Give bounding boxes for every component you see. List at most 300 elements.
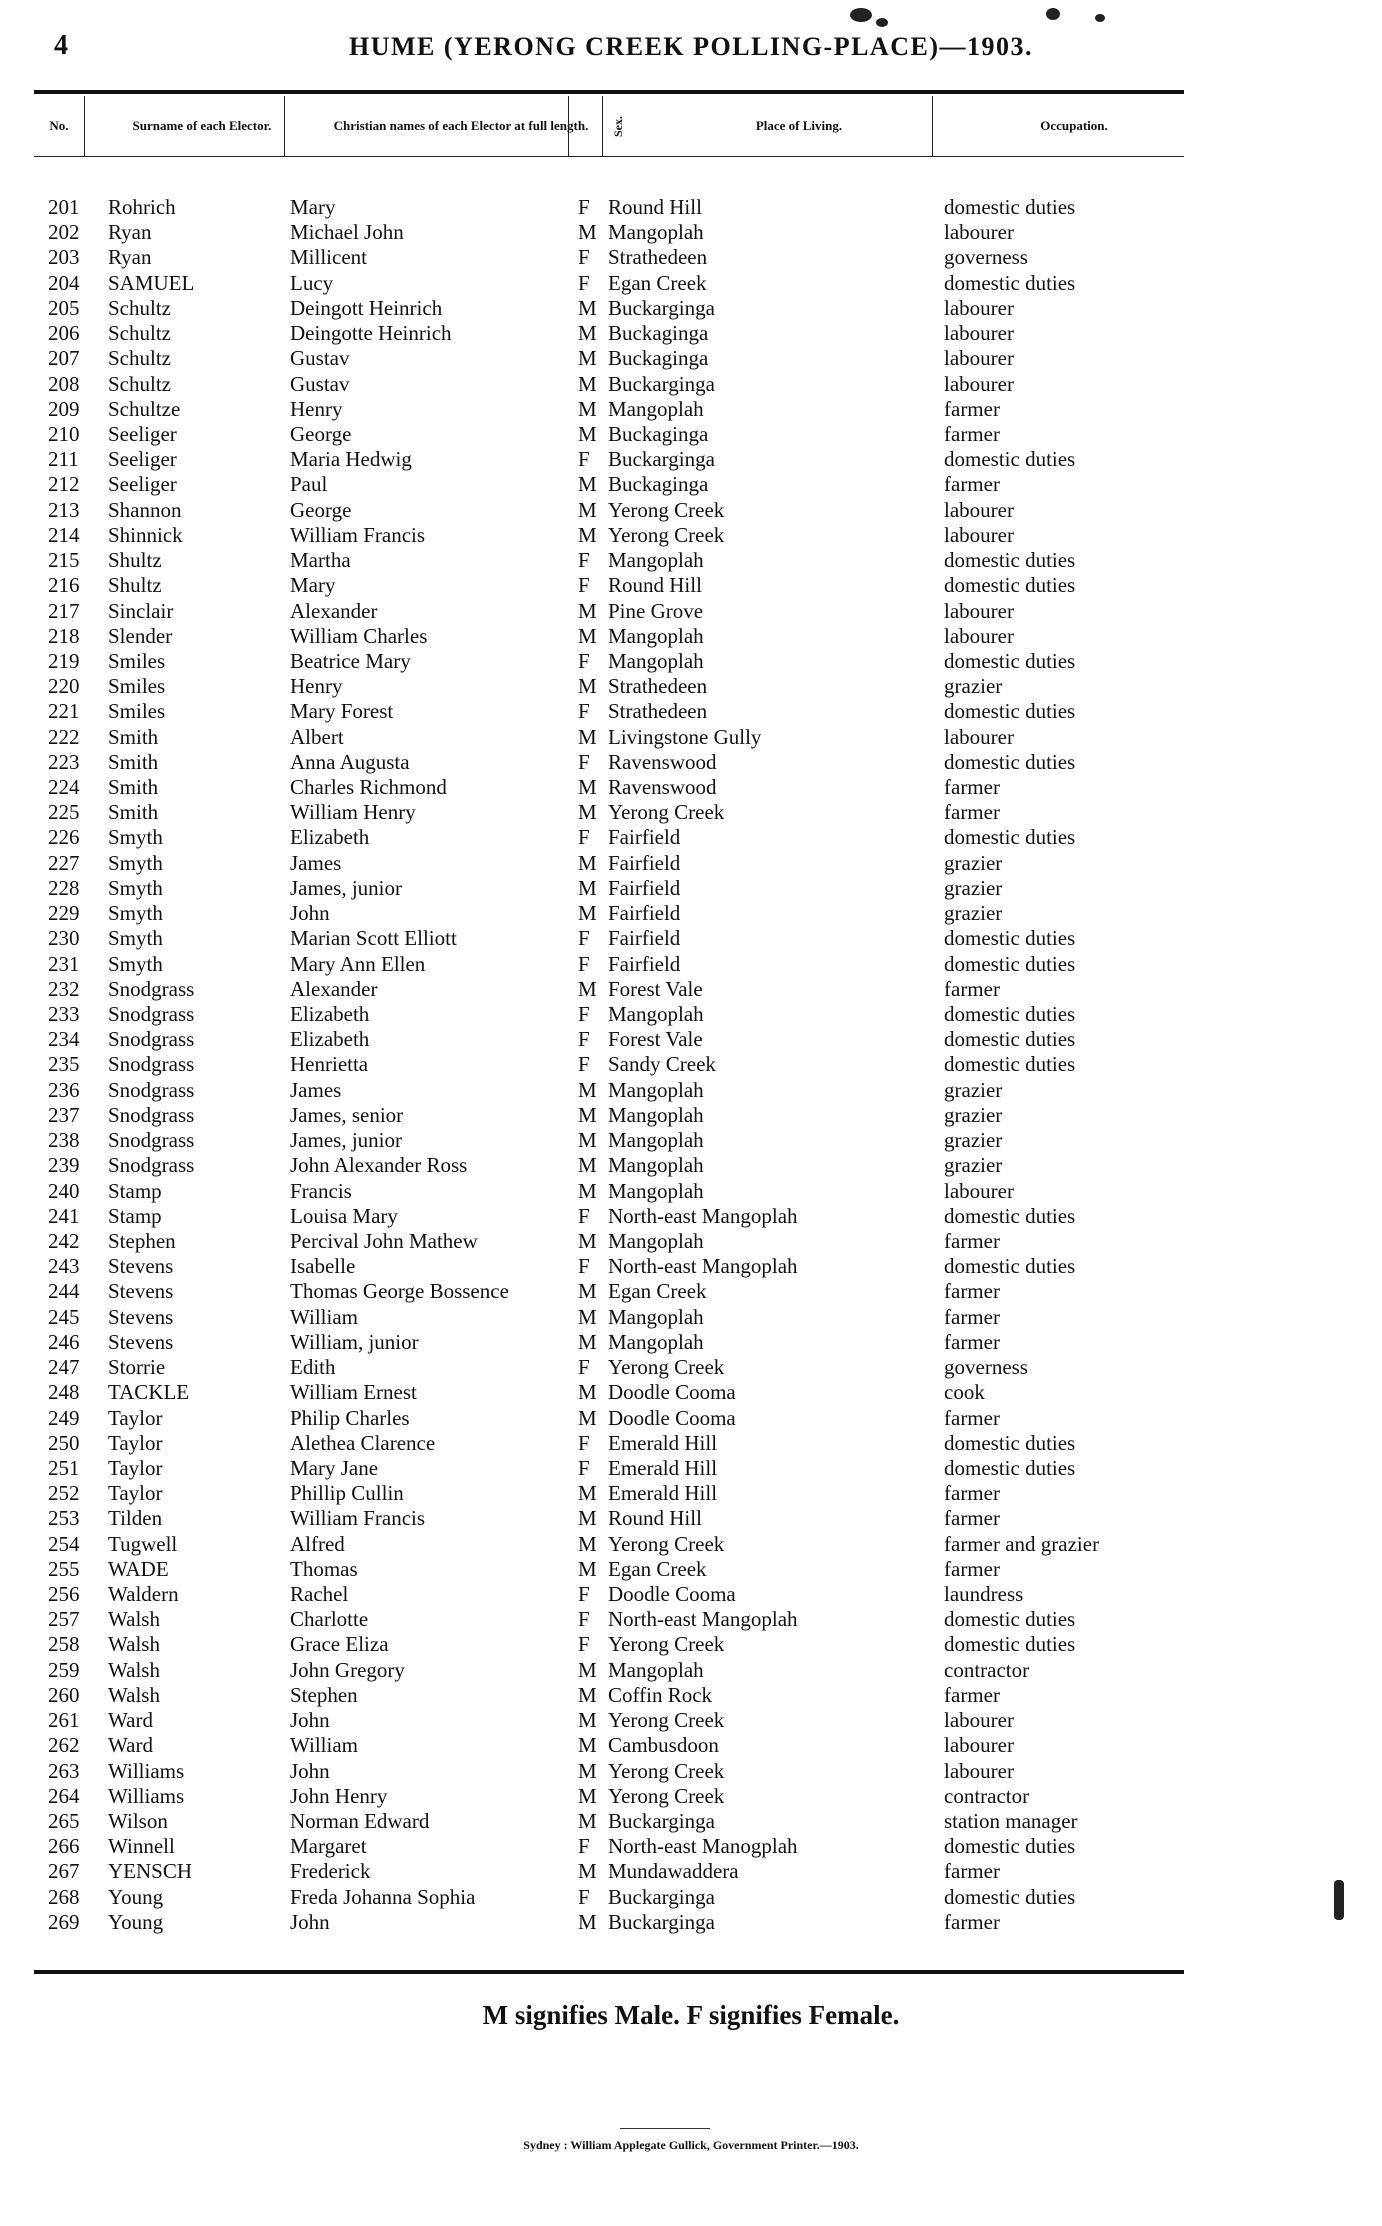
elector-sex: M — [578, 1178, 597, 1203]
elector-christian-names: Maria Hedwig — [290, 447, 412, 472]
elector-place: Doodle Cooma — [608, 1405, 736, 1430]
elector-place: Buckaginga — [608, 421, 709, 446]
elector-number: 226 — [48, 825, 80, 850]
elector-sex: M — [578, 522, 597, 547]
elector-occupation: labourer — [944, 1758, 1014, 1783]
elector-sex: F — [578, 270, 590, 295]
table-row — [0, 1406, 1382, 1431]
elector-place: Forest Vale — [608, 976, 703, 1001]
elector-surname: Young — [108, 1884, 164, 1909]
elector-number: 223 — [48, 749, 80, 774]
elector-sex: F — [578, 447, 590, 472]
elector-occupation: domestic duties — [944, 1203, 1076, 1228]
elector-surname: Waldern — [108, 1582, 179, 1607]
elector-surname: Smith — [108, 724, 159, 749]
elector-place: Forest Vale — [608, 1027, 703, 1052]
elector-number: 235 — [48, 1052, 80, 1077]
elector-surname: Schultz — [108, 346, 171, 371]
elector-christian-names: Gustav — [290, 371, 350, 396]
elector-place: Emerald Hill — [608, 1481, 718, 1506]
elector-sex: M — [578, 1657, 597, 1682]
elector-occupation: grazier — [944, 1153, 1003, 1178]
elector-place: Buckarginga — [608, 447, 715, 472]
elector-christian-names: Freda Johanna Sophia — [290, 1884, 476, 1909]
elector-sex: F — [578, 1607, 590, 1632]
table-row — [0, 1708, 1382, 1733]
elector-sex: M — [578, 875, 597, 900]
elector-number: 220 — [48, 674, 80, 699]
elector-number: 217 — [48, 598, 80, 623]
column-header-christian: Christian names of each Elector at full length. — [333, 118, 589, 133]
elector-christian-names: Rachel — [290, 1582, 349, 1607]
table-row — [0, 447, 1382, 472]
elector-sex: M — [578, 295, 597, 320]
elector-surname: Schultz — [108, 371, 171, 396]
elector-place: Doodle Cooma — [608, 1582, 736, 1607]
elector-christian-names: John Gregory — [290, 1657, 405, 1682]
elector-occupation: domestic duties — [944, 548, 1076, 573]
table-row — [0, 321, 1382, 346]
printer-imprint: Sydney : William Applegate Gullick, Government Printer.—1903. — [523, 2138, 859, 2152]
elector-place: Mangoplah — [608, 548, 704, 573]
elector-number: 218 — [48, 623, 80, 648]
elector-number: 239 — [48, 1153, 80, 1178]
elector-christian-names: Mary — [290, 573, 336, 598]
elector-sex: M — [578, 346, 597, 371]
elector-occupation: contractor — [944, 1783, 1030, 1808]
elector-number: 203 — [48, 245, 80, 270]
elector-surname: Young — [108, 1909, 164, 1934]
elector-sex: F — [578, 1884, 590, 1909]
elector-surname: Shinnick — [108, 522, 183, 547]
elector-christian-names: Edith — [290, 1355, 336, 1380]
table-row — [0, 1279, 1382, 1304]
elector-occupation: domestic duties — [944, 195, 1076, 219]
elector-surname: Snodgrass — [108, 1002, 195, 1026]
elector-christian-names: Millicent — [290, 245, 367, 270]
elector-place: Yerong Creek — [608, 1758, 725, 1783]
elector-christian-names: John — [290, 1909, 330, 1934]
footer-rule — [620, 2128, 710, 2129]
elector-christian-names: Norman Edward — [290, 1809, 430, 1833]
table-row — [0, 1456, 1382, 1481]
elector-surname: Walsh — [108, 1657, 160, 1682]
table-row — [0, 1179, 1382, 1204]
elector-sex: M — [578, 396, 597, 421]
table-row — [0, 1582, 1382, 1607]
elector-sex: M — [578, 1405, 597, 1430]
elector-christian-names: John Henry — [290, 1783, 388, 1808]
elector-christian-names: William — [290, 1733, 358, 1758]
elector-occupation: labourer — [944, 295, 1014, 320]
elector-surname: Stevens — [108, 1279, 174, 1304]
elector-christian-names: James, junior — [290, 875, 402, 900]
elector-sex: M — [578, 1682, 597, 1707]
table-row — [0, 1153, 1382, 1178]
elector-christian-names: Stephen — [290, 1682, 358, 1707]
elector-occupation: grazier — [944, 674, 1003, 699]
elector-sex: M — [578, 1783, 597, 1808]
elector-surname: Walsh — [108, 1607, 160, 1632]
elector-occupation: labourer — [944, 522, 1014, 547]
elector-surname: Shultz — [108, 573, 162, 598]
elector-number: 228 — [48, 875, 80, 900]
elector-sex: M — [578, 1279, 597, 1304]
elector-occupation: grazier — [944, 875, 1003, 900]
elector-place: Emerald Hill — [608, 1455, 718, 1480]
elector-christian-names: Paul — [290, 472, 328, 497]
elector-christian-names: William, junior — [290, 1329, 419, 1354]
elector-number: 242 — [48, 1228, 80, 1253]
elector-sex: M — [578, 1909, 597, 1934]
table-row — [0, 1557, 1382, 1582]
elector-number: 250 — [48, 1430, 80, 1455]
elector-christian-names: Albert — [290, 724, 344, 749]
elector-occupation: labourer — [944, 497, 1014, 522]
column-header-no: No. — [49, 118, 69, 133]
table-row — [0, 1910, 1382, 1935]
table-row — [0, 1809, 1382, 1834]
elector-sex: M — [578, 674, 597, 699]
elector-number: 219 — [48, 648, 80, 673]
elector-occupation: governess — [944, 245, 1028, 270]
elector-number: 265 — [48, 1809, 80, 1833]
elector-occupation: farmer — [944, 976, 1000, 1001]
elector-christian-names: Elizabeth — [290, 825, 370, 850]
elector-christian-names: Isabelle — [290, 1254, 356, 1279]
elector-sex: M — [578, 321, 597, 346]
elector-sex: M — [578, 371, 597, 396]
elector-occupation: farmer — [944, 1682, 1000, 1707]
elector-occupation: farmer — [944, 1506, 1000, 1531]
elector-number: 234 — [48, 1027, 80, 1052]
column-header-place: Place of Living. — [755, 118, 843, 133]
elector-number: 244 — [48, 1279, 80, 1304]
elector-occupation: domestic duties — [944, 1027, 1076, 1052]
elector-place: Buckarginga — [608, 1884, 715, 1909]
table-row — [0, 800, 1382, 825]
elector-place: Mangoplah — [608, 396, 704, 421]
elector-number: 254 — [48, 1531, 80, 1556]
elector-occupation: labourer — [944, 623, 1014, 648]
table-row — [0, 901, 1382, 926]
elector-christian-names: Henrietta — [290, 1052, 369, 1077]
table-row — [0, 1859, 1382, 1884]
elector-christian-names: Mary Forest — [290, 699, 394, 724]
elector-christian-names: William Henry — [290, 800, 416, 825]
elector-occupation: farmer — [944, 472, 1000, 497]
elector-surname: Ward — [108, 1708, 153, 1733]
elector-place: Mangoplah — [608, 648, 704, 673]
elector-number: 208 — [48, 371, 80, 396]
elector-surname: Shultz — [108, 548, 162, 573]
table-row — [0, 498, 1382, 523]
elector-surname: YENSCH — [108, 1859, 193, 1884]
table-row — [0, 1431, 1382, 1456]
elector-place: Yerong Creek — [608, 1783, 725, 1808]
elector-place: Strathedeen — [608, 674, 708, 699]
elector-place: Emerald Hill — [608, 1430, 718, 1455]
elector-sex: M — [578, 598, 597, 623]
elector-place: North-east Mangoplah — [608, 1607, 798, 1632]
elector-christian-names: James — [290, 1077, 342, 1102]
table-row — [0, 1784, 1382, 1809]
table-row — [0, 397, 1382, 422]
elector-christian-names: Michael John — [290, 220, 404, 245]
elector-occupation: domestic duties — [944, 699, 1076, 724]
elector-occupation: governess — [944, 1355, 1028, 1380]
elector-number: 236 — [48, 1077, 80, 1102]
elector-sex: M — [578, 1228, 597, 1253]
elector-number: 258 — [48, 1632, 80, 1657]
table-row — [0, 952, 1382, 977]
elector-number: 257 — [48, 1607, 80, 1632]
elector-number: 266 — [48, 1834, 80, 1859]
table-row — [0, 775, 1382, 800]
elector-number: 206 — [48, 321, 80, 346]
elector-occupation: labourer — [944, 371, 1014, 396]
elector-christian-names: Deingotte Heinrich — [290, 321, 452, 346]
table-row — [0, 1632, 1382, 1657]
elector-number: 212 — [48, 472, 80, 497]
elector-christian-names: Mary Jane — [290, 1455, 379, 1480]
elector-place: Buckarginga — [608, 1809, 715, 1833]
table-row — [0, 1103, 1382, 1128]
scan-speck — [850, 8, 872, 22]
table-row — [0, 1481, 1382, 1506]
table-row — [0, 977, 1382, 1002]
elector-place: Sandy Creek — [608, 1052, 716, 1077]
table-row — [0, 548, 1382, 573]
column-divider — [932, 96, 933, 156]
elector-christian-names: William — [290, 1304, 358, 1329]
elector-sex: M — [578, 1859, 597, 1884]
elector-place: Buckarginga — [608, 371, 715, 396]
elector-surname: SAMUEL — [108, 270, 195, 295]
elector-occupation: farmer — [944, 1279, 1000, 1304]
elector-number: 209 — [48, 396, 80, 421]
elector-surname: Smyth — [108, 926, 163, 951]
elector-christian-names: William Francis — [290, 1506, 426, 1531]
elector-surname: Schultz — [108, 321, 171, 346]
column-header-row — [34, 96, 1184, 156]
elector-occupation: grazier — [944, 850, 1003, 875]
elector-sex: M — [578, 623, 597, 648]
elector-sex: F — [578, 245, 590, 270]
elector-place: Coffin Rock — [608, 1682, 713, 1707]
elector-place: Strathedeen — [608, 245, 708, 270]
elector-christian-names: Gustav — [290, 346, 350, 371]
table-row — [0, 1355, 1382, 1380]
elector-sex: M — [578, 497, 597, 522]
elector-surname: Snodgrass — [108, 1102, 195, 1127]
table-row — [0, 1607, 1382, 1632]
elector-sex: M — [578, 1481, 597, 1506]
elector-surname: Stevens — [108, 1329, 174, 1354]
elector-surname: Stevens — [108, 1304, 174, 1329]
elector-christian-names: Louisa Mary — [290, 1203, 398, 1228]
elector-number: 251 — [48, 1455, 80, 1480]
elector-place: Mangoplah — [608, 1102, 704, 1127]
table-row — [0, 1834, 1382, 1859]
elector-surname: Williams — [108, 1783, 185, 1808]
elector-sex: M — [578, 901, 597, 926]
elector-number: 267 — [48, 1859, 80, 1884]
elector-place: Mangoplah — [608, 1329, 704, 1354]
elector-number: 210 — [48, 421, 80, 446]
elector-occupation: domestic duties — [944, 270, 1076, 295]
elector-number: 252 — [48, 1481, 80, 1506]
elector-surname: Slender — [108, 623, 173, 648]
elector-number: 255 — [48, 1556, 80, 1581]
table-row — [0, 1305, 1382, 1330]
elector-sex: F — [578, 926, 590, 951]
elector-sex: F — [578, 1002, 590, 1026]
elector-christian-names: Philip Charles — [290, 1405, 410, 1430]
elector-surname: Walsh — [108, 1632, 160, 1657]
elector-surname: Seeliger — [108, 472, 177, 497]
elector-number: 259 — [48, 1657, 80, 1682]
table-row — [0, 1002, 1382, 1027]
elector-sex: M — [578, 1102, 597, 1127]
elector-occupation: farmer — [944, 775, 1000, 800]
elector-sex: F — [578, 195, 590, 219]
elector-sex: M — [578, 1733, 597, 1758]
elector-occupation: domestic duties — [944, 1884, 1076, 1909]
elector-surname: Smith — [108, 775, 159, 800]
elector-surname: Winnell — [108, 1834, 175, 1859]
elector-place: Strathedeen — [608, 699, 708, 724]
elector-occupation: labourer — [944, 724, 1014, 749]
elector-occupation: labourer — [944, 1708, 1014, 1733]
elector-sex: M — [578, 1329, 597, 1354]
elector-number: 204 — [48, 270, 80, 295]
table-row — [0, 1052, 1382, 1077]
elector-occupation: labourer — [944, 598, 1014, 623]
elector-table — [0, 195, 1382, 1935]
elector-sex: F — [578, 1430, 590, 1455]
page-number: 4 — [54, 30, 68, 61]
elector-place: Fairfield — [608, 901, 681, 926]
page-title: HUME (YERONG CREEK POLLING-PLACE)—1903. — [349, 32, 1033, 61]
elector-christian-names: Mary Ann Ellen — [290, 951, 426, 976]
elector-surname: Sinclair — [108, 598, 174, 623]
elector-place: Buckaginga — [608, 472, 709, 497]
elector-occupation: farmer — [944, 1481, 1000, 1506]
elector-place: Buckarginga — [608, 295, 715, 320]
elector-christian-names: William Charles — [290, 623, 428, 648]
elector-sex: M — [578, 472, 597, 497]
elector-number: 243 — [48, 1254, 80, 1279]
elector-christian-names: Beatrice Mary — [290, 648, 411, 673]
elector-christian-names: Elizabeth — [290, 1027, 370, 1052]
table-row — [0, 750, 1382, 775]
elector-sex: F — [578, 648, 590, 673]
elector-place: Fairfield — [608, 951, 681, 976]
elector-number: 214 — [48, 522, 80, 547]
table-row — [0, 220, 1382, 245]
elector-surname: Snodgrass — [108, 1153, 195, 1178]
elector-surname: Storrie — [108, 1355, 166, 1380]
elector-surname: Ryan — [108, 245, 152, 270]
elector-occupation: domestic duties — [944, 749, 1076, 774]
elector-surname: Ryan — [108, 220, 152, 245]
elector-christian-names: Henry — [290, 674, 343, 699]
elector-christian-names: Alexander — [290, 598, 378, 623]
elector-number: 249 — [48, 1405, 80, 1430]
elector-sex: F — [578, 1203, 590, 1228]
elector-christian-names: Anna Augusta — [290, 749, 410, 774]
elector-occupation: farmer — [944, 1405, 1000, 1430]
elector-number: 237 — [48, 1102, 80, 1127]
elector-occupation: domestic duties — [944, 648, 1076, 673]
elector-occupation: farmer — [944, 1909, 1000, 1934]
elector-place: North-east Mangoplah — [608, 1203, 798, 1228]
elector-christian-names: Percival John Mathew — [290, 1228, 478, 1253]
elector-place: Cambusdoon — [608, 1733, 719, 1758]
elector-number: 260 — [48, 1682, 80, 1707]
elector-place: Mangoplah — [608, 1657, 704, 1682]
table-row — [0, 1128, 1382, 1153]
table-row — [0, 599, 1382, 624]
elector-sex: M — [578, 1380, 597, 1405]
table-row — [0, 523, 1382, 548]
elector-place: Egan Creek — [608, 270, 707, 295]
elector-number: 224 — [48, 775, 80, 800]
elector-sex: F — [578, 1027, 590, 1052]
elector-number: 225 — [48, 800, 80, 825]
elector-sex: M — [578, 1304, 597, 1329]
elector-occupation: labourer — [944, 1733, 1014, 1758]
elector-place: Yerong Creek — [608, 1531, 725, 1556]
elector-place: Mangoplah — [608, 1077, 704, 1102]
elector-sex: F — [578, 1582, 590, 1607]
table-row — [0, 624, 1382, 649]
table-row — [0, 346, 1382, 371]
elector-surname: Smith — [108, 749, 159, 774]
elector-number: 238 — [48, 1128, 80, 1153]
table-row — [0, 271, 1382, 296]
elector-place: Yerong Creek — [608, 1355, 725, 1380]
elector-occupation: grazier — [944, 901, 1003, 926]
elector-surname: Ward — [108, 1733, 153, 1758]
elector-number: 216 — [48, 573, 80, 598]
elector-occupation: farmer — [944, 1329, 1000, 1354]
elector-sex: F — [578, 1355, 590, 1380]
elector-sex: M — [578, 775, 597, 800]
table-row — [0, 372, 1382, 397]
elector-occupation: grazier — [944, 1077, 1003, 1102]
elector-number: 233 — [48, 1002, 80, 1026]
elector-christian-names: George — [290, 497, 352, 522]
elector-occupation: farmer — [944, 1859, 1000, 1884]
column-divider — [84, 96, 85, 156]
elector-place: Yerong Creek — [608, 522, 725, 547]
table-row — [0, 573, 1382, 598]
elector-occupation: station manager — [944, 1809, 1078, 1833]
elector-surname: Stamp — [108, 1203, 162, 1228]
elector-sex: F — [578, 1254, 590, 1279]
elector-place: Mangoplah — [608, 623, 704, 648]
elector-surname: Snodgrass — [108, 1052, 195, 1077]
elector-sex: M — [578, 976, 597, 1001]
elector-surname: Taylor — [108, 1430, 163, 1455]
elector-number: 215 — [48, 548, 80, 573]
elector-occupation: domestic duties — [944, 1632, 1076, 1657]
table-row — [0, 1506, 1382, 1531]
elector-occupation: domestic duties — [944, 1052, 1076, 1077]
elector-place: Yerong Creek — [608, 497, 725, 522]
